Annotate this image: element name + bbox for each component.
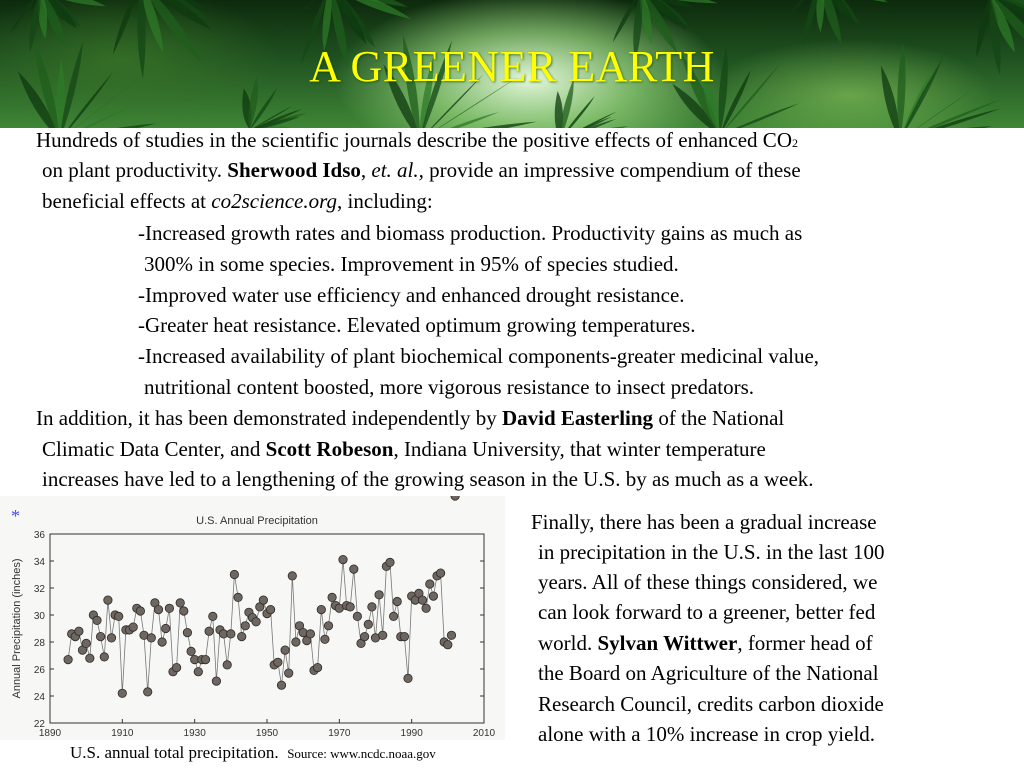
list-item: -Increased growth rates and biomass production. Productivity gains as much as	[138, 221, 803, 245]
subscript-2: 2	[791, 136, 798, 150]
intro-line-1: Hundreds of studies in the scientific journals describe the positive effects of enhanced CO2	[36, 128, 798, 152]
author-name: Sherwood Idso	[227, 158, 361, 182]
data-point	[317, 605, 325, 613]
conclusion-line: the Board on Agriculture of the National	[538, 661, 879, 685]
data-point	[223, 661, 231, 669]
data-point	[375, 591, 383, 599]
data-point	[162, 624, 170, 632]
data-point	[144, 688, 152, 696]
et-al: et. al.,	[371, 158, 424, 182]
data-point	[393, 597, 401, 605]
data-point	[389, 612, 397, 620]
precipitation-chart	[0, 496, 505, 740]
y-tick-label: 24	[33, 692, 45, 703]
data-point	[350, 565, 358, 573]
data-point	[379, 631, 387, 639]
data-point	[86, 654, 94, 662]
plot-frame	[50, 534, 484, 723]
y-tick-label: 36	[33, 530, 45, 541]
intro-line-3: beneficial effects at co2science.org, including:	[42, 189, 433, 213]
site-name: co2science.org	[211, 189, 338, 213]
data-point	[368, 603, 376, 611]
researcher-name: David Easterling	[501, 406, 654, 430]
data-point	[436, 569, 444, 577]
data-point	[238, 632, 246, 640]
data-point	[227, 630, 235, 638]
data-point	[147, 634, 155, 642]
list-item-continued: nutritional content boosted, more vigorous resistance to insect predators.	[144, 375, 755, 399]
addition-line-2: Climatic Data Center, and Scott Robeson, Indiana University, that winter temperature	[42, 437, 766, 461]
caption-text: U.S. annual total precipitation.	[70, 743, 279, 762]
data-point	[154, 605, 162, 613]
person-name: Sylvan Wittwer	[597, 631, 738, 655]
chart-panel	[0, 496, 505, 740]
chart-title: U.S. Annual Precipitation	[196, 515, 318, 527]
data-point	[339, 555, 347, 563]
data-point	[346, 603, 354, 611]
y-tick-label: 26	[33, 665, 45, 676]
x-tick-label: 1950	[255, 728, 279, 739]
data-point	[230, 570, 238, 578]
data-point	[400, 632, 408, 640]
data-point	[96, 632, 104, 640]
y-tick-label: 30	[33, 611, 45, 622]
data-point	[306, 630, 314, 638]
data-point	[404, 674, 412, 682]
data-point	[386, 558, 394, 566]
x-tick-label: 1990	[400, 728, 423, 739]
x-tick-label: 1910	[111, 728, 134, 739]
conclusion-line: alone with a 10% increase in crop yield.	[538, 722, 876, 746]
data-point	[252, 618, 260, 626]
data-point	[266, 605, 274, 613]
data-point	[176, 599, 184, 607]
data-point	[136, 607, 144, 615]
data-point	[288, 572, 296, 580]
data-point	[274, 658, 282, 666]
data-point	[281, 646, 289, 654]
leaf	[816, 0, 824, 32]
chart-caption	[70, 742, 436, 765]
x-tick-label: 1930	[183, 728, 206, 739]
data-point	[201, 655, 209, 663]
x-tick-label: 1970	[328, 728, 351, 739]
list-item: -Improved water use efficiency and enhanced drought resistance.	[138, 283, 685, 307]
conclusion-line: can look forward to a greener, better fed	[538, 600, 876, 624]
data-point	[118, 689, 126, 697]
y-axis-label: Annual Precipitation (inches)	[11, 558, 23, 699]
data-point	[107, 634, 115, 642]
data-point	[194, 668, 202, 676]
data-point	[187, 647, 195, 655]
data-point	[422, 604, 430, 612]
conclusion-line: years. All of these things considered, we	[538, 570, 878, 594]
data-point	[285, 669, 293, 677]
data-point	[100, 653, 108, 661]
data-point	[328, 593, 336, 601]
data-point	[183, 628, 191, 636]
page-title: A GREENER EARTH	[309, 42, 715, 91]
data-point	[324, 622, 332, 630]
data-point	[212, 677, 220, 685]
list-item: -Increased availability of plant biochemical components-greater medicinal value,	[138, 344, 820, 368]
data-point	[418, 596, 426, 604]
data-point	[321, 635, 329, 643]
data-point	[259, 596, 267, 604]
data-point	[444, 641, 452, 649]
list-item-continued: 300% in some species. Improvement in 95% of species studied.	[144, 252, 679, 276]
data-point	[209, 612, 217, 620]
data-point	[447, 631, 455, 639]
data-point	[172, 663, 180, 671]
data-point	[82, 639, 90, 647]
y-tick-label: 32	[33, 584, 45, 595]
conclusion-line: Finally, there has been a gradual increase	[531, 510, 877, 534]
data-point	[165, 604, 173, 612]
data-point	[64, 655, 72, 663]
data-point	[292, 638, 300, 646]
list-item: -Greater heat resistance. Elevated optimum growing temperatures.	[138, 313, 696, 337]
addition-line-3: increases have led to a lengthening of the growing season in the U.S. by as much as a week.	[42, 467, 814, 491]
data-point	[313, 663, 321, 671]
conclusion-line: Research Council, credits carbon dioxide	[538, 692, 884, 716]
x-tick-label: 1890	[38, 728, 62, 739]
y-tick-label: 28	[33, 638, 45, 649]
data-point	[93, 616, 101, 624]
data-point	[104, 596, 112, 604]
caption-source: Source: www.ncdc.noaa.gov	[287, 746, 436, 761]
data-point	[364, 620, 372, 628]
y-tick-label: 34	[33, 557, 45, 568]
data-point	[241, 622, 249, 630]
footnote-asterisk: *	[11, 506, 20, 526]
data-point	[451, 496, 459, 500]
researcher-name: Scott Robeson	[265, 437, 394, 461]
conclusion-line: in precipitation in the U.S. in the last 100	[538, 540, 885, 564]
data-point	[353, 612, 361, 620]
data-point	[426, 580, 434, 588]
data-point	[429, 592, 437, 600]
data-point	[129, 623, 137, 631]
data-point	[158, 638, 166, 646]
data-point	[205, 627, 213, 635]
data-point	[234, 593, 242, 601]
frond	[781, 0, 888, 45]
addition-line-1: In addition, it has been demonstrated independently by David Easterling of the National	[36, 406, 785, 430]
data-point	[75, 627, 83, 635]
y-tick-label: 22	[33, 719, 45, 730]
x-tick-label: 2010	[472, 728, 496, 739]
data-point	[180, 607, 188, 615]
intro-line-2: on plant productivity. Sherwood Idso, et. al., provide an impressive compendium of these	[42, 158, 801, 182]
data-point	[115, 612, 123, 620]
data-point	[277, 681, 285, 689]
conclusion-line: world. Sylvan Wittwer, former head of	[538, 631, 873, 655]
header-banner	[0, 0, 1024, 128]
data-point	[360, 632, 368, 640]
